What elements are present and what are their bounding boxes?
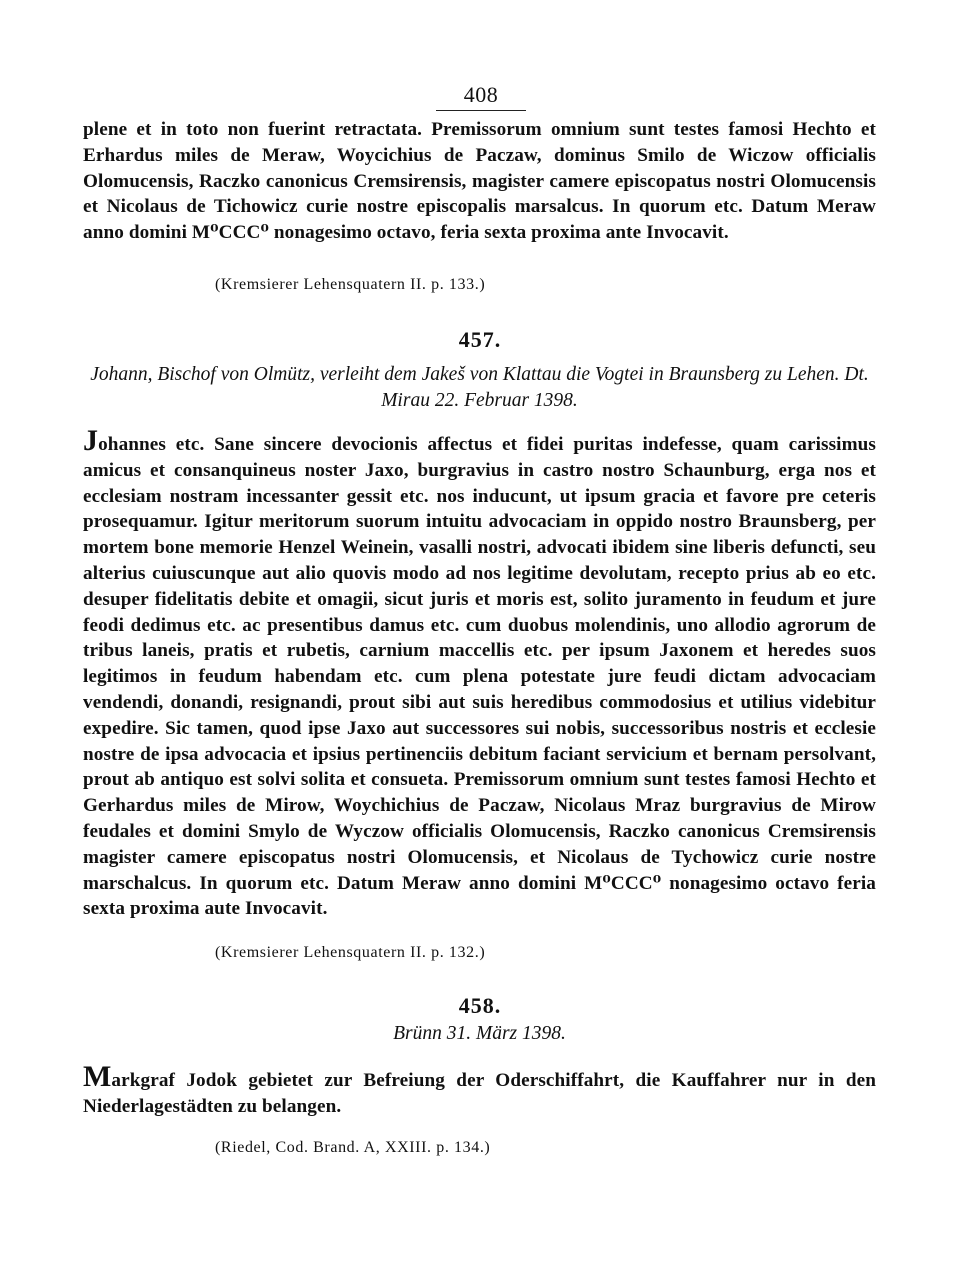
document-text-457 bbox=[83, 426, 876, 922]
document-text-458 bbox=[83, 1062, 876, 1120]
source-citation-456: (Kremsierer Lehensquatern II. p. 133.) bbox=[215, 276, 486, 293]
document-number-457: 457. bbox=[458, 327, 502, 352]
source-citation-458: (Riedel, Cod. Brand. A, XXIII. p. 134.) bbox=[215, 1139, 491, 1156]
document-body-458: arkgraf Jodok gebietet zur Befreiung der Oderschiffahrt, die Kauffahrer nur in den Niederlagestädten zu belangen. bbox=[83, 1070, 876, 1117]
page-number: 408 bbox=[463, 82, 499, 107]
page-number-rule bbox=[436, 110, 526, 111]
document-body-457: ohannes etc. Sane sincere devocionis affectus et fidei puritas indefesse, quam carissimus amicus et consanquineus noster Jaxo, burgravius in castro nostro Schaunburg, erga nos et ecclesiam nostram incessanter gessit etc. nos inducunt, ut ipsum gracia et favore pre ceteris prosequamur. Igitur meritorum suorum intuitu advocaciam in oppido nostro Braunsberg, per mortem bone memorie Henzel Weinein, vasalli nostri, advocati ibidem sine liberis defuncti, seu alterius cuiuscunque aut alio quovis modo ad nos legitime devolutam, recepto prius ab eo etc. desuper fidelitatis debite et omagii, sicut juris et moris est, solito juramento in feudum et jure feodi dedimus etc. ac presentibus damus etc. cum duobus molendinis, uno allodio agrorum de tribus laneis, pratis et rubetis, carnium maccellis etc. per ipsum Jaxonem et heredes suos legitimos in feudum habendam etc. cum plena potestate jure feudi dictam advocaciam vendendi, donandi, resignandi, prout sibi aut suis heredibus commodosius et utilius videbitur expedire. Sic tamen, quod ipse Jaxo aut successores sui nobis, successoribus nostris et ecclesie nostre de ipsa advocacia et ipsius pertinenciis debitum faciant servicium et bernam persolvant, prout ab antiquo est solvi solita et consueta. Premissorum omnium sunt testes famosi Hechto et Gerhardus miles de Mirow, Woychichius de Paczaw, Nicolaus Mraz burgravius de Mirow feudales et domini Smylo de Wyczow officialis Olomucensis, Raczko canonicus Cremsirensis magister camere episcopatus nostri Olomucensis, et Nicolaus de Tychowicz curie nostre marschalcus. In quorum etc. Datum Meraw anno domini M⁰CCC⁰ nonagesimo octavo feria sexta proxima aute Invocavit. bbox=[83, 434, 876, 920]
initial-letter-458: M bbox=[83, 1060, 112, 1093]
source-citation-457: (Kremsierer Lehensquatern II. p. 132.) bbox=[215, 944, 486, 961]
continuation-paragraph: plene et in toto non fuerint retractata. Premissorum omnium sunt testes famosi Hechto et Erhardus miles de Meraw, Woycichius de Paczaw, dominus Smilo de Wiczow officialis Olomucensis, Raczko canonicus Cremsirensis, magister camere episcopatus nostri Olomucensis et Nicolaus de Tichowicz curie nostre episcopalis marsalcus. In quorum etc. Datum Meraw anno domini M⁰CCC⁰ nonagesimo octavo, feria sexta proxima ante Invocavit. bbox=[83, 119, 876, 244]
regest-458: Brünn 31. März 1398. bbox=[393, 1023, 566, 1044]
regest-457: Johann, Bischof von Olmütz, verleiht dem Jakeš von Klattau die Vogtei in Braunsberg zu Lehen. Dt. Mirau 22. Februar 1398. bbox=[90, 364, 869, 411]
initial-letter-457: J bbox=[83, 424, 99, 457]
document-number-458: 458. bbox=[458, 993, 502, 1018]
